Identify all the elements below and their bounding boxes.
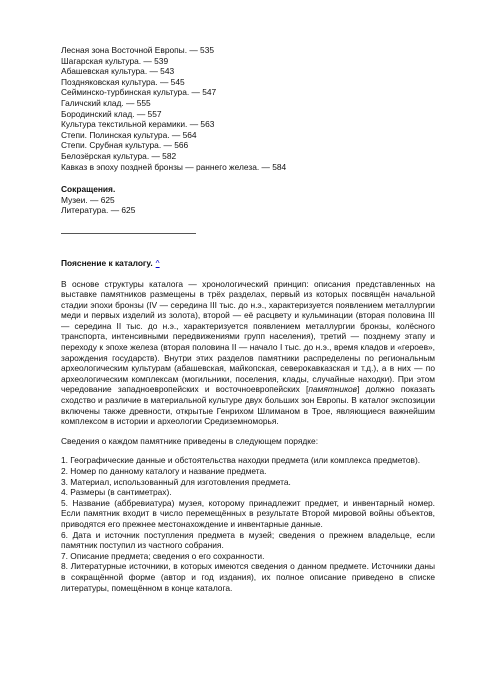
order-list xyxy=(61,455,435,593)
toc-item[interactable]: Галичский клад. — 555 xyxy=(61,97,151,108)
paragraph-text: В основе структуры каталога — хронологический принцип: описания представленных на выставке памятников размещены в трёх разделах, первый из которых посвящён начальной стадии эпохи бронзы (IV — середина III тыс. до н.э., характеризуется появлением металлургии меди и первых изделий из золота), второй — её расцвету и кульминации (вторая половина III — середина II тыс. до н.э., характеризуется появлением металлургии бронзы, колёсного транспорта, интенсивными передвижениями групп населения), третий — позднему этапу и переходу к эпохе железа (вторая половина II — начало I тыс. до н.э., время кладов и «героев», зарождения государств). Внутри этих разделов памятники распределены по региональным археологическим культурам (абашевская, майкопская, северокавказская и т.д.), а в них — по археологическим комплексам (могильники, поселения, клады, случайные находки). При этом чередование западноевропейских и восточноевропейских [ xyxy=(61,278,435,395)
list-item: 5. Название (аббревиатура) музея, которому принадлежит предмет, и инвентарный номер. Если памятник входит в число перемещённых в результате Второй мировой войны объектов, приводятся его прежнее местонахождение и инвентарные данные. xyxy=(61,497,435,529)
list-item: 6. Дата и источник поступления предмета в музей; сведения о прежнем владельце, если памятник поступил из частного собрания. xyxy=(61,529,435,551)
toc-item[interactable]: Шагарская культура. — 539 xyxy=(61,55,169,66)
toc-item[interactable]: Музеи. — 625 xyxy=(61,194,115,205)
document-content xyxy=(61,45,435,593)
toc-item[interactable]: Кавказ в эпоху поздней бронзы — раннего железа. — 584 xyxy=(61,161,287,172)
list-item: 1. Географические данные и обстоятельства находки предмета (или комплекса предметов). xyxy=(61,455,421,466)
paragraph-italic-text: памятников xyxy=(308,384,358,395)
abbreviations-section xyxy=(61,184,435,216)
toc-item[interactable]: Культура текстильной керамики. — 563 xyxy=(61,119,215,130)
list-item: 3. Материал, использованный для изготовления предмета. xyxy=(61,476,291,487)
toc-item[interactable]: Белозёрская культура. — 582 xyxy=(61,150,177,161)
toc-item[interactable]: Степи. Полинская культура. — 564 xyxy=(61,129,197,140)
list-item: 4. Размеры (в сантиметрах). xyxy=(61,487,172,498)
toc-item[interactable]: Литература. — 625 xyxy=(61,205,136,216)
toc-item[interactable]: Поздняковская культура. — 545 xyxy=(61,76,185,87)
list-item: 8. Литературные источники, в которых имеются сведения о данном предмете. Источники даны в сокращённой форме (автор и год издания), их полное описание приведено в списке литературы, помещённом в конце каталога. xyxy=(61,561,435,593)
paragraph-text: ] должно показать сходство и различие в материальной культуре двух больших зон Европы. В каталог экспозиции включены также древности, открытые Генрихом Шлиманом в Трое, являющиеся важнейшим комплексом в истории и археологии Средиземноморья. xyxy=(61,384,435,427)
explanation-heading-row xyxy=(61,258,435,269)
toc-item[interactable]: Лесная зона Восточной Европы. — 535 xyxy=(61,45,215,55)
footnote-divider xyxy=(61,233,196,234)
list-item: 7. Описание предмета; сведения о его сохранности. xyxy=(61,550,265,561)
toc-item[interactable]: Степи. Срубная культура. — 566 xyxy=(61,140,189,151)
toc-item[interactable]: Бородинский клад. — 557 xyxy=(61,108,162,119)
spacer xyxy=(61,172,435,184)
toc-item[interactable]: Абашевская культура. — 543 xyxy=(61,66,175,77)
explanation-heading: Пояснение к каталогу. xyxy=(61,257,153,268)
toc-item[interactable]: Сейминско-турбинская культура. — 547 xyxy=(61,87,217,98)
back-to-top-link[interactable]: ^ xyxy=(155,257,160,268)
order-intro: Сведения о каждом памятнике приведены в следующем порядке: xyxy=(61,435,319,446)
list-item: 2. Номер по данному каталогу и название предмета. xyxy=(61,466,267,476)
abbreviations-heading: Сокращения. xyxy=(61,184,116,195)
explanation-paragraph xyxy=(61,279,435,427)
table-of-contents xyxy=(61,45,435,172)
